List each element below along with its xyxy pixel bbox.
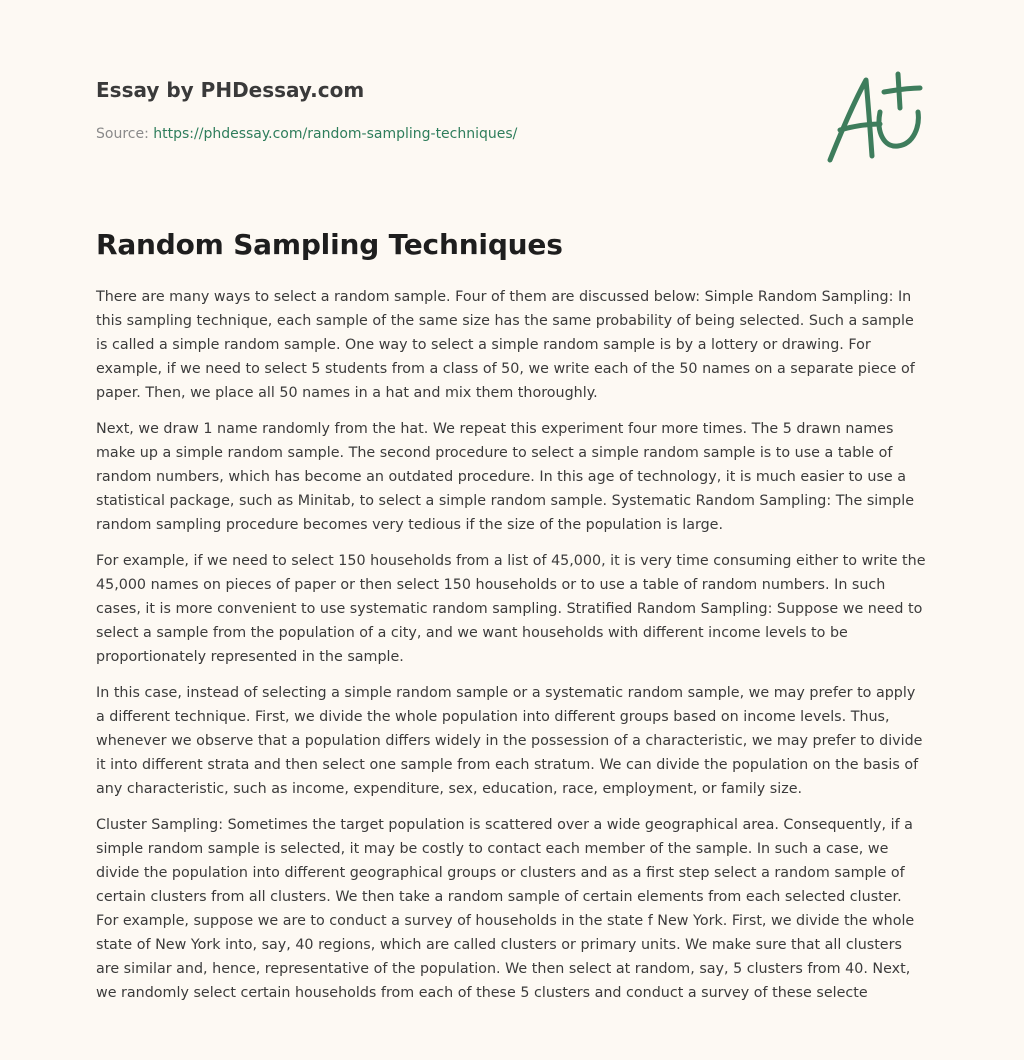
page-header	[96, 76, 796, 144]
essay-paragraph: There are many ways to select a random sample. Four of them are discussed below: Simple Random Sampling: In this sampling technique, each sample of the same size has the same probability of being selected. Such a sample is called a simple random sample. One way to select a simple random sample is by a lottery or drawing. For example, if we need to select 5 students from a class of 50, we write each of the 50 names on a separate piece of paper. Then, we place all 50 names in a hat and mix them thoroughly.	[96, 289, 915, 401]
source-line	[96, 124, 796, 144]
a-plus-logo-icon	[820, 68, 930, 168]
source-link[interactable]: https://phdessay.com/random-sampling-techniques/	[153, 126, 518, 142]
essay-body	[96, 285, 928, 1017]
source-label: Source:	[96, 126, 154, 142]
essay-paragraph: Next, we draw 1 name randomly from the hat. We repeat this experiment four more times. The 5 drawn names make up a simple random sample. The second procedure to select a simple random sample is to use a table of random numbers, which has become an outdated procedure. In this age of technology, it is much easier to use a statistical package, such as Minitab, to select a simple random sample. Systematic Random Sampling: The simple random sampling procedure becomes very tedious if the size of the population is large.	[96, 421, 915, 533]
site-brand: Essay by PHDessay.com	[96, 78, 365, 102]
essay-paragraph: In this case, instead of selecting a simple random sample or a systematic random sample, we may prefer to apply a different technique. First, we divide the whole population into different groups based on income levels. Thus, whenever we observe that a population differs widely in the possession of a characteristic, we may prefer to divide it into different strata and then select one sample from each stratum. We can divide the population on the basis of any characteristic, such as income, expenditure, sex, education, race, employment, or family size.	[96, 685, 923, 797]
essay-title: Random Sampling Techniques	[96, 228, 563, 261]
essay-paragraph: Cluster Sampling: Sometimes the target population is scattered over a wide geographical area. Consequently, if a simple random sample is selected, it may be costly to contact each member of the sample. In such a case, we divide the population into different geographical groups or clusters and as a first step select a random sample of certain clusters from all clusters. We then take a random sample of certain elements from each selected cluster. For example, suppose we are to conduct a survey of households in the state f New York. First, we divide the whole state of New York into, say, 40 regions, which are called clusters or primary units. We make sure that all clusters are similar and, hence, representative of the population. We then select at random, say, 5 clusters from 40. Next, we randomly select certain households from each of these 5 clusters and conduct a survey of these selecte	[96, 817, 915, 1001]
essay-paragraph: For example, if we need to select 150 households from a list of 45,000, it is very time consuming either to write the 45,000 names on pieces of paper or then select 150 households or to use a table of random numbers. In such cases, it is more convenient to use systematic random sampling. Stratified Random Sampling: Suppose we need to select a sample from the population of a city, and we want households with different income levels to be proportionately represented in the sample.	[96, 553, 926, 665]
